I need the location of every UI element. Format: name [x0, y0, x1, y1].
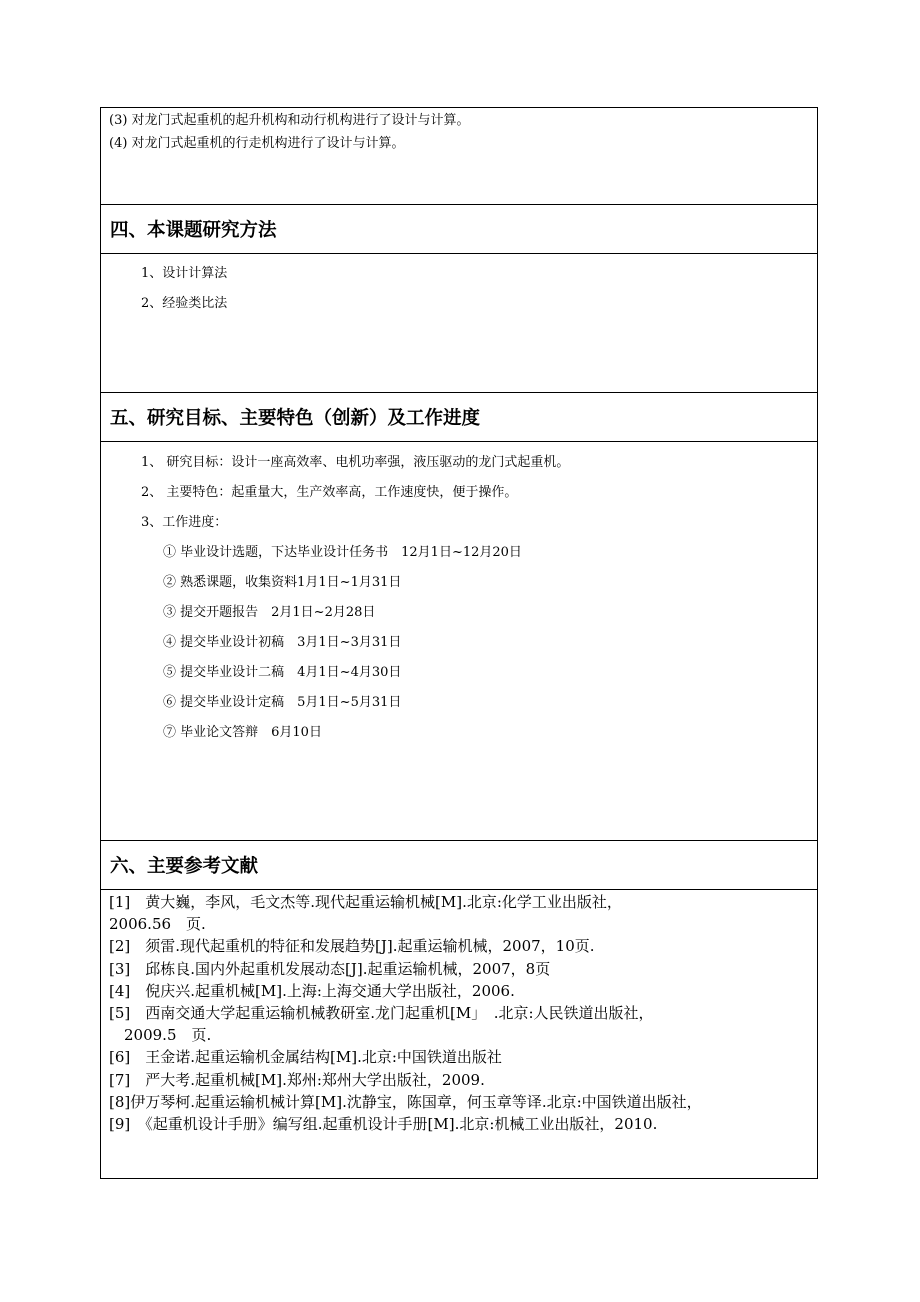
reference-item — [109, 980, 811, 1002]
reference-continuation: 2006.56 页. — [109, 915, 206, 934]
section3-line: (4) 对龙门式起重机的行走机构进行了设计与计算。 — [109, 136, 405, 151]
method-item: 2、经验类比法 — [141, 296, 228, 311]
schedule-item: ① 毕业设计选题，下达毕业设计任务书 12月1日~12月20日 — [163, 545, 522, 560]
schedule-item: ⑤ 提交毕业设计二稿 4月1日~4月30日 — [163, 665, 402, 680]
schedule-item: ⑥ 提交毕业设计定稿 5月1日~5月31日 — [163, 695, 402, 710]
progress-label: 3、工作进度： — [141, 515, 228, 530]
reference-text: [7] 严大考.起重机械[M].郑州:郑州大学出版社，2009. — [109, 1070, 485, 1089]
reference-item — [109, 1002, 811, 1046]
reference-text: [6] 王金诺.起重运输机金属结构[M].北京:中国铁道出版社 — [109, 1048, 502, 1067]
reference-item — [109, 1113, 811, 1135]
schedule-item: ⑦ 毕业论文答辩 6月10日 — [163, 725, 322, 740]
reference-text: [3] 邱栋良.国内外起重机发展动态[J].起重运输机械，2007，8页 — [109, 959, 551, 978]
reference-text: [4] 倪庆兴.起重机械[M].上海:上海交通大学出版社，2006. — [109, 981, 515, 1000]
section6-heading: 六、主要参考文献 — [101, 841, 817, 890]
section5-heading: 五、研究目标、主要特色（创新）及工作进度 — [101, 393, 817, 442]
reference-text: [8]伊万琴柯.起重运输机械计算[M].沈静宝，陈国章，何玉章等译.北京:中国铁道出版社， — [109, 1092, 702, 1111]
reference-text: [9] 《起重机设计手册》编写组.起重机设计手册[M].北京:机械工业出版社，2010. — [109, 1115, 658, 1134]
main-features: 2、 主要特色：起重量大，生产效率高，工作速度快，便于操作。 — [141, 485, 518, 500]
reference-item — [109, 1046, 811, 1068]
schedule-item: ② 熟悉课题，收集资料1月1日~1月31日 — [163, 575, 402, 590]
report-table — [100, 107, 818, 1179]
section4-heading: 四、本课题研究方法 — [101, 205, 817, 254]
reference-item — [109, 935, 811, 957]
reference-text: [5] 西南交通大学起重运输机械教研室.龙门起重机[M」 .北京:人民铁道出版社， — [109, 1004, 654, 1023]
references-list — [101, 890, 817, 1178]
reference-item — [109, 958, 811, 980]
section4-content — [101, 254, 817, 393]
reference-continuation: 2009.5 页. — [109, 1026, 212, 1045]
section3-content — [101, 108, 817, 205]
reference-text: [1] 黄大巍，李风，毛文杰等.现代起重运输机械[M].北京:化学工业出版社， — [109, 893, 622, 911]
reference-item — [109, 1091, 811, 1113]
reference-item — [109, 1069, 811, 1091]
method-item: 1、设计计算法 — [141, 266, 228, 281]
reference-text: [2] 须雷.现代起重机的特征和发展趋势[J].起重运输机械，2007，10页. — [109, 937, 595, 956]
reference-item — [109, 891, 811, 935]
section5-content — [101, 442, 817, 841]
section3-line: (3) 对龙门式起重机的起升机构和动行机构进行了设计与计算。 — [109, 113, 470, 128]
schedule-item: ④ 提交毕业设计初稿 3月1日~3月31日 — [163, 635, 402, 650]
schedule-list — [141, 538, 817, 748]
schedule-item: ③ 提交开题报告 2月1日~2月28日 — [163, 605, 376, 620]
research-goal: 1、 研究目标：设计一座高效率、电机功率强，液压驱动的龙门式起重机。 — [141, 455, 570, 470]
